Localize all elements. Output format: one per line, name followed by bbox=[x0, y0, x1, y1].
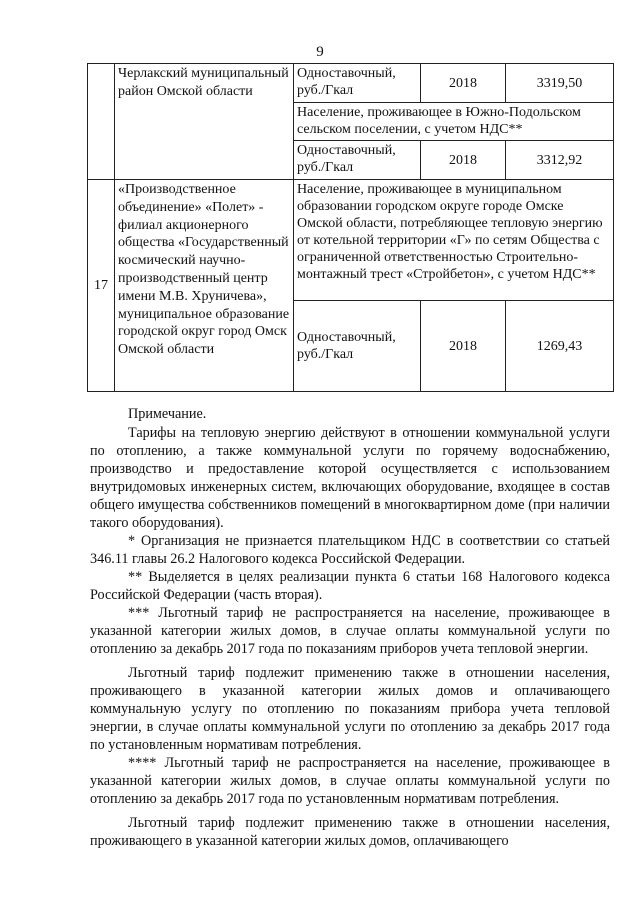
organization-cell: «Производственное объединение» «Полет» - филиал акционерного общества «Государственный космический научно-производственный центр имени М.В. Хруничева», муниципальное образование городской округ город Омск Омской области bbox=[115, 180, 294, 392]
notes-heading: Примечание. bbox=[128, 406, 207, 422]
note-paragraph: * Организация не признается плательщиком НДС в соответствии со статьей 346.11 главы 26.2 Налогового кодекса Российской Федерации. bbox=[90, 533, 610, 567]
tariff-unit-cell: Одноставочный, руб./Гкал bbox=[294, 64, 421, 103]
note-paragraph: ** Выделяется в целях реализации пункта 6 статьи 168 Налогового кодекса Российской Федерации (часть вторая). bbox=[90, 569, 610, 603]
tariff-table bbox=[87, 63, 614, 392]
tariff-unit-cell: Одноставочный, руб./Гкал bbox=[294, 301, 421, 392]
table-row bbox=[88, 180, 614, 301]
note-paragraph: Льготный тариф подлежит применению также в отношении населения, проживающего в указанной категории жилых домов, оплачивающего bbox=[90, 815, 610, 849]
notes-section bbox=[90, 405, 610, 850]
note-paragraph: Льготный тариф подлежит применению также в отношении населения, проживающего в указанной категории жилых домов и оплачивающего коммунальную услугу по отоплению по показаниям прибора учета тепловой энергии, в случае оплаты коммунальной услуги по отоплению за декабрь 2017 года по установленным нормативам потребления. bbox=[90, 665, 610, 753]
tariff-unit-cell: Одноставочный, руб./Гкал bbox=[294, 141, 421, 180]
row-number-cell bbox=[88, 64, 115, 180]
page-number: 9 bbox=[316, 44, 324, 60]
tariff-year-cell: 2018 bbox=[421, 64, 506, 103]
consumer-group-cell: Население, проживающее в муниципальном образовании городском округе городе Омске Омской области, потребляющее тепловую энергию от котельной территории «Г» по сетям Общества с ограниченной ответственностью Строительно-монтажный трест «Стройбетон», с учетом НДС** bbox=[294, 180, 614, 301]
tariff-value-cell: 3319,50 bbox=[506, 64, 614, 103]
tariff-year-cell: 2018 bbox=[421, 141, 506, 180]
note-paragraph: *** Льготный тариф не распространяется на население, проживающее в указанной категории жилых домов, в случае оплаты коммунальной услуги по отоплению за декабрь 2017 года по показаниям приборов учета тепловой энергии. bbox=[90, 605, 610, 657]
row-number-cell: 17 bbox=[88, 180, 115, 392]
note-paragraph: Тарифы на тепловую энергию действуют в отношении коммунальной услуги по отоплению, а также коммунальной услуги по горячему водоснабжению, производство и предоставление которой осуществляется с использованием внутридомовых инженерных систем, включающих оборудование, входящее в состав общего имущества собственников помещений в многоквартирном доме (при наличии такого оборудования). bbox=[90, 425, 610, 531]
organization-cell: Черлакский муниципальный район Омской области bbox=[115, 64, 294, 180]
tariff-value-cell: 1269,43 bbox=[506, 301, 614, 392]
tariff-value-cell: 3312,92 bbox=[506, 141, 614, 180]
consumer-group-cell: Население, проживающее в Южно-Подольском сельском поселении, с учетом НДС** bbox=[294, 103, 614, 141]
tariff-year-cell: 2018 bbox=[421, 301, 506, 392]
note-paragraph: **** Льготный тариф не распространяется на население, проживающее в указанной категории жилых домов, в случае оплаты коммунальной услуги по отоплению за декабрь 2017 года по установленным нормативам потребления. bbox=[90, 755, 610, 807]
table-row bbox=[88, 64, 614, 103]
